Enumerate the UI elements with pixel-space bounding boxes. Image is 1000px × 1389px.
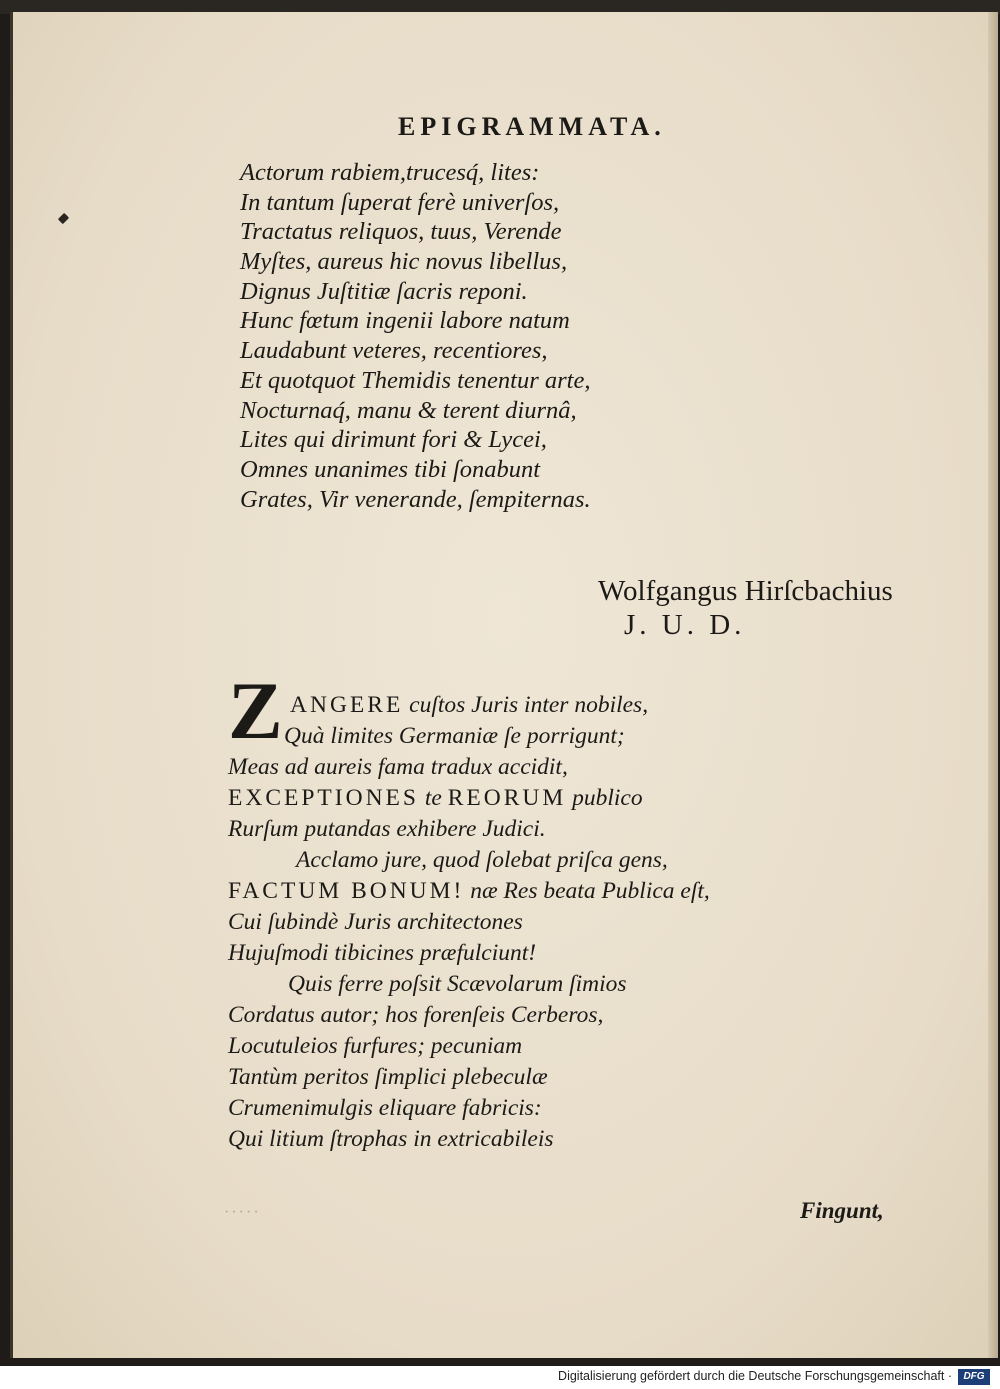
- poem-1: [240, 158, 591, 514]
- line-text: næ Res beata Publica eſt,: [464, 878, 710, 904]
- poem-2-line: Rurſum putandas exhibere Judici.: [228, 816, 546, 842]
- catchword: Fingunt,: [800, 1198, 884, 1223]
- poem-1-line: Omnes unanimes tibi ſonabunt: [240, 455, 541, 483]
- small-caps-text: REORUM: [447, 785, 567, 811]
- poem-2-line: Locutuleios furfures; pecuniam: [228, 1033, 523, 1059]
- line-text: cuſtos Juris inter nobiles,: [403, 692, 649, 718]
- poem-1-line: Myſtes, aureus hic novus libellus,: [240, 248, 568, 276]
- small-caps-text: EXCEPTIONES: [228, 785, 419, 811]
- poem-2-line: Acclamo jure, quod ſolebat priſca gens,: [296, 847, 668, 873]
- drop-capital: Z: [228, 665, 283, 756]
- poem-2-line: [228, 690, 710, 721]
- page-edge-shadow: [988, 12, 998, 1358]
- bleed-through-mark: ·····: [224, 1204, 261, 1221]
- dfg-logo[interactable]: DFG: [958, 1369, 990, 1385]
- poem-2-line: Qui litium ſtrophas in extricabileis: [228, 1126, 554, 1152]
- poem-2-line: Tantùm peritos ſimplici plebeculæ: [228, 1064, 548, 1090]
- poem-1-line: Actorum rabiem,trucesq́, lites:: [240, 159, 540, 186]
- poem-2-line: Crumenimulgis eliquare fabricis:: [228, 1095, 542, 1121]
- poem-1-line: Lites qui dirimunt fori & Lycei,: [240, 426, 547, 454]
- poem-1-line: Et quotquot Themidis tenentur arte,: [240, 366, 591, 394]
- funding-credit: Digitalisierung gefördert durch die Deutsche Forschungsgemeinschaft ·: [558, 1369, 952, 1383]
- poem-2-line: [228, 783, 710, 814]
- poem-2-line: [228, 876, 710, 907]
- poem-2-line: Cordatus autor; hos forenſeis Cerberos,: [228, 1002, 604, 1028]
- poem-2-line: Hujuſmodi tibicines præfulciunt!: [228, 940, 537, 966]
- poem-1-line: In tantum ſuperat ferè univerſos,: [240, 188, 560, 216]
- author-degree: J. U. D.: [624, 609, 746, 641]
- author-name: Wolfgangus Hirſcbachius: [598, 575, 893, 607]
- poem-1-line: Tractatus reliquos, tuus, Verende: [240, 218, 562, 246]
- poem-1-line: Grates, Vir venerande, ſempiternas.: [240, 485, 591, 513]
- line-text: te: [418, 785, 448, 811]
- poem-2-line: Quis ferre poſsit Scævolarum ſimios: [288, 971, 627, 997]
- digitization-footer: [0, 1366, 1000, 1389]
- poem-1-line: Laudabunt veteres, recentiores,: [240, 337, 548, 365]
- small-caps-text: FACTUM BONUM!: [228, 878, 465, 904]
- poem-2-line: Meas ad aureis fama tradux accidit,: [228, 754, 568, 780]
- line-text: publico: [566, 785, 643, 811]
- author-signature: [598, 574, 893, 642]
- poem-2: [228, 690, 710, 1155]
- poem-2-line: Cui ſubindè Juris architectones: [228, 909, 523, 935]
- poem-1-line: Dignus Juſtitiæ ſacris reponi.: [240, 277, 528, 305]
- poem-2-line: Quà limites Germaniæ ſe porrigunt;: [284, 723, 625, 749]
- poem-1-line: Nocturnaq́, manu & terent diurnâ,: [240, 396, 577, 424]
- poem-1-line: Hunc fœtum ingenii labore natum: [240, 307, 570, 335]
- running-head: EPIGRAMMATA.: [398, 112, 666, 141]
- small-caps-text: ANGERE: [290, 692, 404, 718]
